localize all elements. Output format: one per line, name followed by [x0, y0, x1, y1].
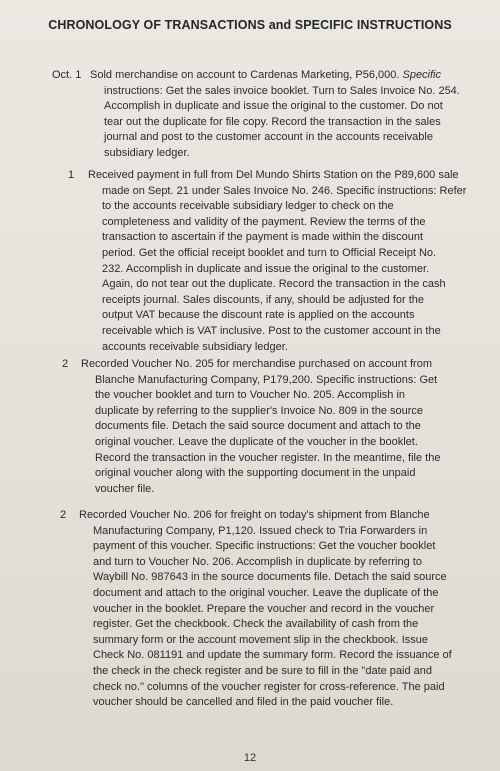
- entry-line: made on Sept. 21 under Sales Invoice No. 246. Specific instructions: Refer: [102, 184, 467, 197]
- entry-line: original voucher. Leave the duplicate of the voucher in the booklet.: [95, 435, 418, 448]
- entry-line: payment of this voucher. Specific instructions: Get the voucher booklet: [93, 540, 436, 553]
- entry-line: document and attach to the original voucher. Leave the duplicate of the: [93, 586, 439, 599]
- entry-line: accounts receivable subsidiary ledger.: [102, 340, 288, 353]
- entry-date: 2: [60, 509, 67, 521]
- entry-line: original voucher along with the supporting document in the unpaid: [95, 467, 416, 480]
- transaction-entry: [52, 68, 472, 162]
- entry-line: summary form or the account movement slip in the checkbook. Issue: [93, 633, 429, 646]
- entry-line: Blanche Manufacturing Company, P179,200. Specific instructions: Get: [95, 373, 438, 386]
- entry-line: and turn to Voucher No. 206. Accomplish in duplicate by referring to: [93, 555, 422, 568]
- entry-line: the check in the check register and be sure to fill in the "date paid and: [93, 664, 433, 677]
- entry-first-line: Received payment in full from Del Mundo Shirts Station on the P89,600 sale: [88, 169, 459, 181]
- page-number: 12: [243, 752, 257, 764]
- transaction-entry: [62, 357, 478, 497]
- entry-line: Manufacturing Company, P1,120. Issued check to Tria Forwarders in: [93, 524, 428, 537]
- entry-line: the voucher booklet and turn to Voucher No. 205. Accomplish in: [95, 389, 406, 402]
- entry-date: Oct. 1: [52, 69, 82, 81]
- entry-first-line: Recorded Voucher No. 205 for merchandise purchased on account from: [81, 358, 432, 370]
- entry-line: completeness and validity of the payment. Review the terms of the: [102, 215, 426, 228]
- entry-line: register. Get the checkbook. Check the availability of cash from the: [93, 618, 419, 631]
- entry-line: output VAT because the discount rate is applied on the accounts: [102, 309, 415, 322]
- entry-text: [68, 168, 478, 355]
- entry-line: instructions: Get the sales invoice booklet. Turn to Sales Invoice No. 254.: [104, 84, 460, 97]
- entry-line: Check No. 081191 and update the summary form. Record the issuance of: [93, 649, 452, 662]
- entry-line: Accomplish in duplicate and issue the original to the customer. Do not: [104, 100, 443, 113]
- entry-line: tear out the duplicate for file copy. Record the transaction in the sales: [104, 115, 441, 128]
- entry-text: [60, 508, 480, 711]
- entry-line: check no." columns of the voucher register for cross-reference. The paid: [93, 680, 445, 693]
- entry-line: documents file. Detach the said source document and attach to the: [95, 420, 421, 433]
- entry-line: period. Get the official receipt booklet and turn to Official Receipt No.: [102, 246, 437, 259]
- entry-line: duplicate by referring to the supplier's Invoice No. 809 in the source: [95, 404, 424, 417]
- entry-line: receivable which is VAT inclusive. Post to the customer account in the: [102, 324, 441, 337]
- entry-date: 2: [62, 358, 69, 370]
- entry-line: subsidiary ledger.: [104, 146, 190, 159]
- transaction-entry: [60, 508, 480, 711]
- entry-line: receipts journal. Sales discounts, if any, should be adjusted for the: [102, 293, 425, 306]
- entry-line: journal and post to the customer account in the accounts receivable: [104, 131, 433, 144]
- entry-first-line: Sold merchandise on account to Cardenas Marketing, P56,000.: [90, 69, 400, 81]
- entry-line: to the accounts receivable subsidiary ledger to check on the: [102, 200, 394, 213]
- entry-first-line: Recorded Voucher No. 206 for freight on today's shipment from Blanche: [79, 509, 430, 521]
- entry-line: transaction to ascertain if the payment is made within the discount: [102, 231, 424, 244]
- entry-text: [62, 357, 478, 497]
- page-title: CHRONOLOGY OF TRANSACTIONS and SPECIFIC INSTRUCTIONS: [48, 18, 452, 32]
- instructions-label: Specific: [402, 69, 442, 81]
- transaction-entry: [68, 168, 478, 355]
- entry-date: 1: [68, 169, 75, 181]
- entry-line: Waybill No. 987643 in the source documents file. Detach the said source: [93, 571, 447, 584]
- entry-line: Record the transaction in the voucher register. In the meantime, file the: [95, 451, 441, 464]
- entry-line: voucher should be cancelled and filed in the paid voucher file.: [93, 696, 394, 709]
- entry-line: Again, do not tear out the duplicate. Record the transaction in the cash: [102, 278, 446, 291]
- entry-line: voucher in the booklet. Prepare the voucher and record in the voucher: [93, 602, 435, 615]
- entry-text: [52, 68, 472, 162]
- entry-line: voucher file.: [95, 482, 155, 495]
- entry-line: 232. Accomplish in duplicate and issue the original to the customer.: [102, 262, 430, 275]
